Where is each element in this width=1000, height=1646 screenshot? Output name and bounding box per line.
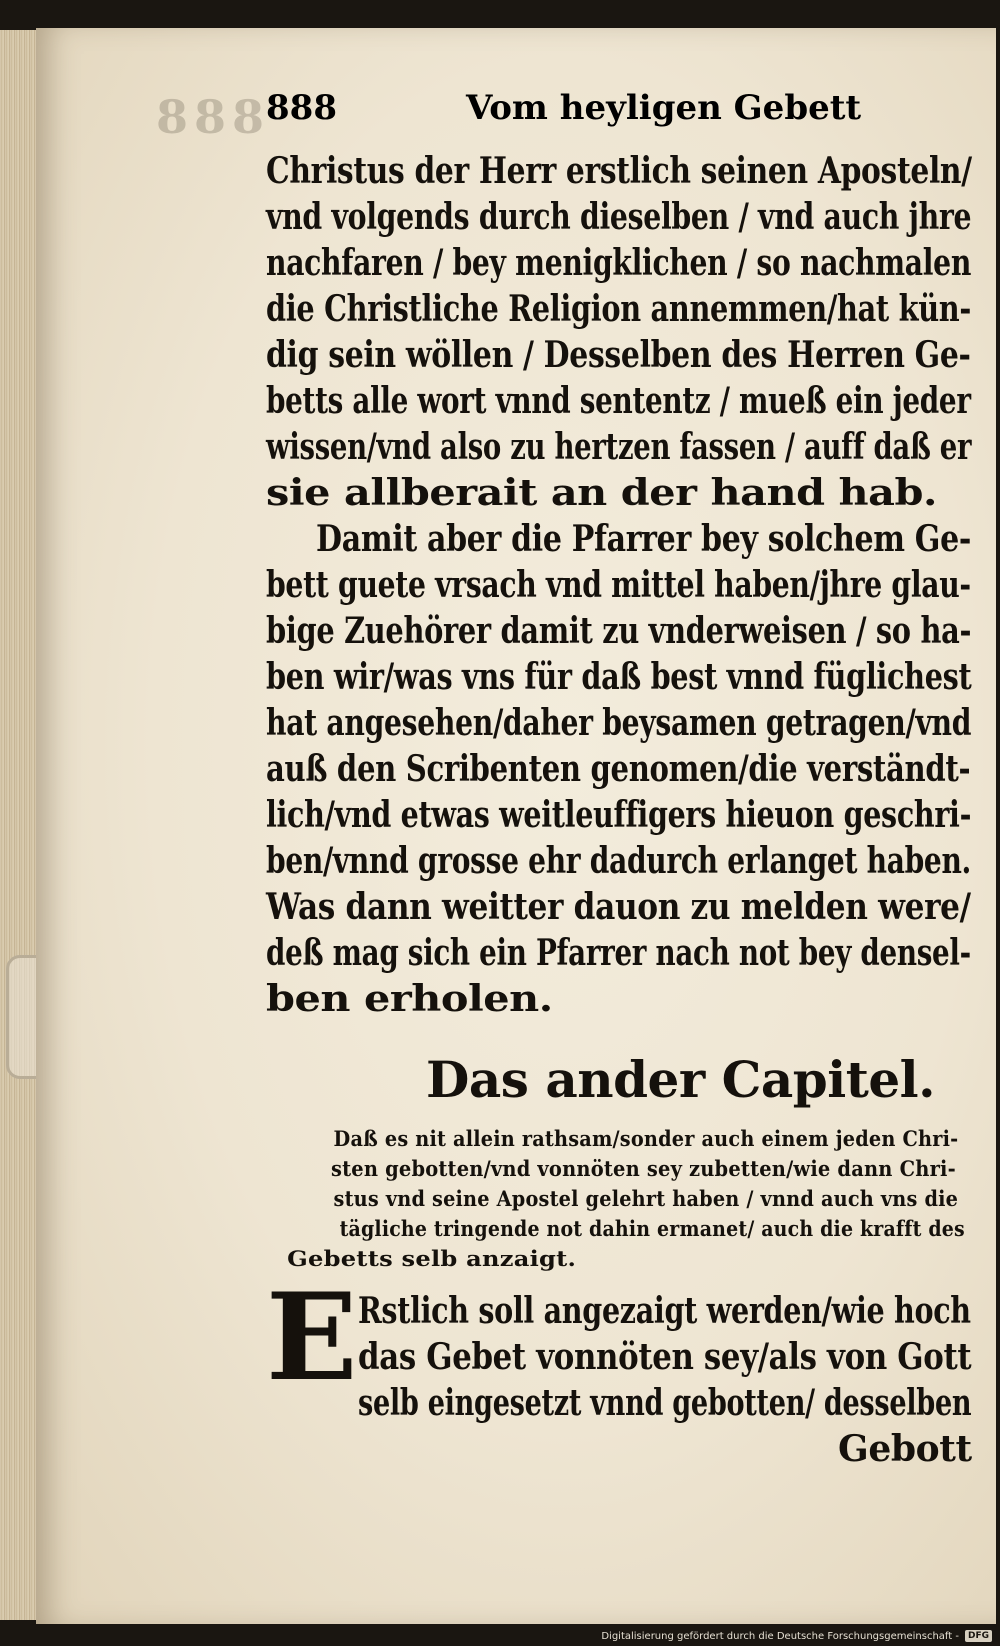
text-line: dig sein wöllen / Desselben des Herren Ge- — [266, 334, 971, 376]
bleed-through-page-number: 888 — [156, 90, 271, 144]
text-line: bett guete vrsach vnd mittel haben/jhre glau- — [266, 564, 971, 606]
text-line: die Christliche Religion annemmen/hat kün- — [266, 288, 972, 330]
text-line: ben erholen. — [266, 978, 553, 1020]
drop-cap: E — [266, 1267, 358, 1408]
text-line: sie allberait an der hand hab. — [266, 472, 937, 514]
text-line: Damit aber die Pfarrer bey solchem Ge- — [316, 518, 972, 560]
summary-line: stus vnd seine Apostel gelehrt haben / vnnd auch vns die — [333, 1186, 959, 1211]
summary-line: sten gebotten/vnd vonnöten sey zubetten/wie dann Chri- — [330, 1156, 956, 1181]
text-line: deß mag sich ein Pfarrer nach not bey densel- — [266, 932, 971, 974]
text-line: nachfaren / bey menigklichen / so nachmalen — [266, 242, 972, 284]
text-line: betts alle wort vnnd sententz / mueß ein jeder — [266, 380, 971, 422]
text-line: hat angesehen/daher beysamen getragen/vnd — [266, 702, 972, 744]
text-line: ben/vnnd grosse ehr dadurch erlanget haben. — [266, 840, 972, 882]
text-line: ben wir/was vns für daß best vnnd füglichest — [266, 656, 972, 698]
text-line: auß den Scribenten genomen/die verständt- — [266, 748, 971, 790]
book-page — [36, 28, 996, 1624]
text-line: selb eingesetzt vnnd gebotten/ desselben — [358, 1382, 972, 1424]
summary-line: Gebetts selb anzaigt. — [287, 1246, 577, 1271]
text-line: Christus der Herr erstlich seinen Aposteln/ — [266, 150, 972, 192]
text-line: wissen/vnd also zu hertzen fassen / auff daß er — [266, 426, 972, 468]
text-line: lich/vnd etwas weitleuffigers hieuon geschri- — [266, 794, 972, 836]
text-line: Rstlich soll angezaigt werden/wie hoch — [358, 1290, 971, 1332]
text-line: vnd volgends durch dieselben / vnd auch jhre — [266, 196, 972, 238]
text-line: Was dann weitter dauon zu melden were/ — [266, 886, 971, 928]
text-line: bige Zuehörer damit zu vnderweisen / so ha- — [266, 610, 972, 652]
catchword: Gebott — [838, 1428, 972, 1470]
digitization-footer — [601, 1630, 992, 1642]
dfg-logo: DFG — [965, 1630, 992, 1642]
summary-line: tägliche tringende not dahin ermanet/ auch die krafft des — [339, 1216, 965, 1241]
page-header — [266, 88, 966, 138]
chapter-title: Das ander Capitel. — [426, 1050, 936, 1109]
summary-line: Daß es nit allein rathsam/sonder auch einem jeden Chri- — [333, 1126, 959, 1151]
running-title: Vom heyligen Gebett — [466, 88, 862, 128]
page-number: 888 — [266, 88, 337, 128]
footer-credit: Digitalisierung gefördert durch die Deutsche Forschungsgemeinschaft - — [601, 1630, 959, 1642]
text-line: das Gebet vonnöten sey/als von Gott — [358, 1336, 972, 1378]
